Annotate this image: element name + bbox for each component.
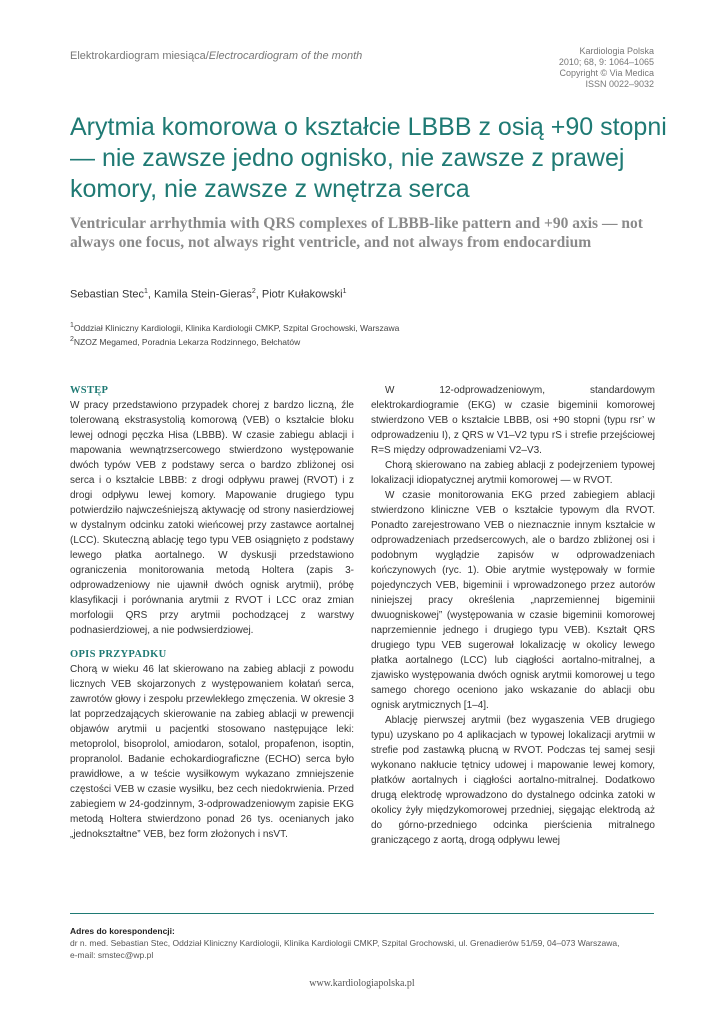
author-affiliation-mark: 1	[342, 288, 347, 295]
footnote-divider	[70, 913, 654, 914]
paragraph: W czasie monitorowania EKG przed zabiegiem ablacji stwierdzono kliniczne VEB o kształcie typowym dla RVOT. Ponadto zarejestrowano VEB o nieznacznie innym kształcie w odprowadzeniach przedsercowych, ale o bardzo zbliżonej osi i podobnym wyglądzie zapisów w odprowadzeniach kończynowych (ryc. 1). Obie arytmie występowały w formie pojedynczych VEB, bigeminii i wprowadzonego przez autorów niniejszej pracy określenia „naprzemiennej bigeminii dwuogniskowej” (występowania w czasie bigeminii komorowej naprzemiennie jednego i drugiego typu VEB). Kształt QRS drugiego typu VEB sugerował lokalizację w okolicy lewego płatka aortalnego (LCC) lub ciągłości aortalno-mitralnej, a zjawisko występowania dwóch ognisk arytmii komorowej u tego samego chorego oceniono jako wskazanie do ablacji obu ognisk arytmicznych [1–4].	[371, 490, 655, 711]
paragraph: Ablację pierwszej arytmii (bez wygaszenia VEB drugiego typu) uzyskano po 4 aplikacjach w typowej lokalizacji arytmii w strefie pod zastawką płucną w RVOT. Podczas tej samej sesji wykonano nakłucie tętnicy udowej i mapowanie lewej komory, płatków aortalnych i ciągłości aortalno-mitralnej. Dodatkowo drugą elektrodę wprowadzono do dystalnego odcinka zatoki w okolicy żyły międzykomorowej przedniej, sięgając elektrodą aż do górno-przedniego odcinka pierścienia mitralnego graniczącego z aortą, drogą odpływu lewej	[371, 715, 655, 846]
right-column	[371, 383, 655, 848]
copyright: Copyright © Via Medica	[559, 68, 654, 78]
author: Sebastian Stec	[70, 288, 144, 301]
paragraph: Chorą skierowano na zabieg ablacji z podejrzeniem typowej lokalizacji idiopatycznej arytmii komorowej — w RVOT.	[371, 460, 655, 486]
article-subtitle: Ventricular arrhythmia with QRS complexes of LBBB-like pattern and +90 axis — not always one focus, not always right ventricle, and not always from endocardium	[70, 215, 643, 251]
affiliation-number: 1	[70, 322, 74, 329]
article-title: Arytmia komorowa o kształcie LBBB z osią +90 stopni — nie zawsze jedno ognisko, nie zawsze z prawej komory, nie zawsze z wnętrza serca	[70, 113, 667, 203]
case-paragraph: Chorą w wieku 46 lat skierowano na zabieg ablacji z powodu licznych VEB skojarzonych z występowaniem kołatań serca, zawrotów głowy i zespołu przewlekłego zmęczenia. W okresie 3 lat poprzedzających skierowanie na zabieg ablacji w prewencji objawów arytmii u pacjentki stosowano następujące leki: metoprolol, bisoprolol, amiodaron, sotalol, propafenon, isoptin, propranolol. Badanie echokardiograficzne (ECHO) serca było prawidłowe, a w teście wysiłkowym wykazano zmniejszenie częstości VEB w czasie wysiłku, bez cech niedokrwienia. Przed zabiegiem w 24-godzinnym, 3-odprowadzeniowym zapisie EKG metodą Holtera stwierdzono ponad 26 tys. ocenianych jako „jednokształtne” VEB, bez form złożonych i nsVT.	[70, 664, 354, 840]
left-column	[70, 383, 354, 842]
affiliation-text: NZOZ Megamed, Poradnia Lekarza Rodzinnego, Bełchatów	[73, 336, 301, 347]
section-label-en: Electrocardiogram of the month	[208, 50, 363, 62]
affiliation	[70, 334, 670, 348]
affiliations	[70, 320, 670, 348]
paragraph: W 12-odprowadzeniowym, standardowym elektrokardiogramie (EKG) w czasie bigeminii komorowej stwierdzono VEB o kształcie LBBB, osi +90 stopni (typu rsr’ w odprowadzeniu I), z QRS w V1–V2 typu rS i strefie przejściowej R=S między odprowadzeniami V2–V3.	[371, 385, 655, 456]
correspondence-email: e-mail: smstec@wp.pl	[70, 950, 154, 960]
affiliation-number: 2	[70, 335, 74, 343]
section-label	[70, 50, 362, 62]
section-label-pl: Elektrokardiogram miesiąca/	[70, 50, 209, 62]
correspondence-address: dr n. med. Sebastian Stec, Oddział Kliniczny Kardiologii, Klinika Kardiologii CMKP, Szpital Grochowski, ul. Grenadierów 51/59, 04–073 Warszawa,	[70, 938, 620, 948]
intro-paragraph: W pracy przedstawiono przypadek chorej z bardzo liczną, źle tolerowaną ekstrasystolią komorową (VEB) o kształcie bloku lewej odnogi pęczka Hisa (LBBB). W czasie zabiegu ablacji i mapowania wewnątrzsercowego stwierdzono występowanie dwóch typów VEB z podstawy serca o bardzo zbliżonej osi serca i o kształcie LBBB: z drogi odpływu prawej (RVOT) i z drogi odpływu lewej komory. Mapowanie drugiego typu potwierdziło najwcześniejszą aktywację od strony nasierdziowej w dystalnym odcinku zatoki wieńcowej przy zastawce aortalnej (LCC). Skuteczną ablację tego typu VEB osiągnięto z podstawy lewego płatka aortalnego. W dyskusji przedstawiono ograniczenia monitorowania metodą Holtera (zapis 3-odprowadzeniowy nie ujawnił dwóch ognisk arytmii), próbę klasyfikacji i porównania arytmii z RVOT i LCC oraz zmian morfologii QRS przy arytmii pochodzącej z warstwy podnasierdziowej, a nie podwsierdziowej.	[70, 400, 354, 636]
author-list: Sebastian Stec$^1$, Kamila Stein-Gieras$^2$, Piotr Kułakowski$^1$	[70, 288, 347, 301]
footer-url: www.kardiologiapolska.pl	[309, 978, 415, 989]
affiliation-text: Oddział Kliniczny Kardiologii, Klinika Kardiologii CMKP, Szpital Grochowski, Warszawa	[73, 322, 400, 333]
issn: ISSN 0022–9032	[585, 79, 654, 89]
correspondence-title: Adres do korespondencji:	[70, 926, 175, 936]
author: Piotr Kułakowski	[261, 288, 343, 301]
affiliation	[70, 320, 670, 334]
author-affiliation-mark: 1	[144, 288, 148, 295]
author: Kamila Stein-Gieras	[154, 288, 252, 301]
journal-name: Kardiologia Polska	[579, 46, 654, 56]
journal-info	[454, 46, 654, 90]
citation: 2010; 68, 9: 1064–1065	[558, 57, 654, 67]
case-heading: OPIS PRZYPADKU	[70, 649, 167, 660]
correspondence	[70, 925, 660, 961]
author-affiliation-mark: 2	[251, 288, 256, 295]
intro-heading: WSTĘP	[70, 385, 109, 396]
